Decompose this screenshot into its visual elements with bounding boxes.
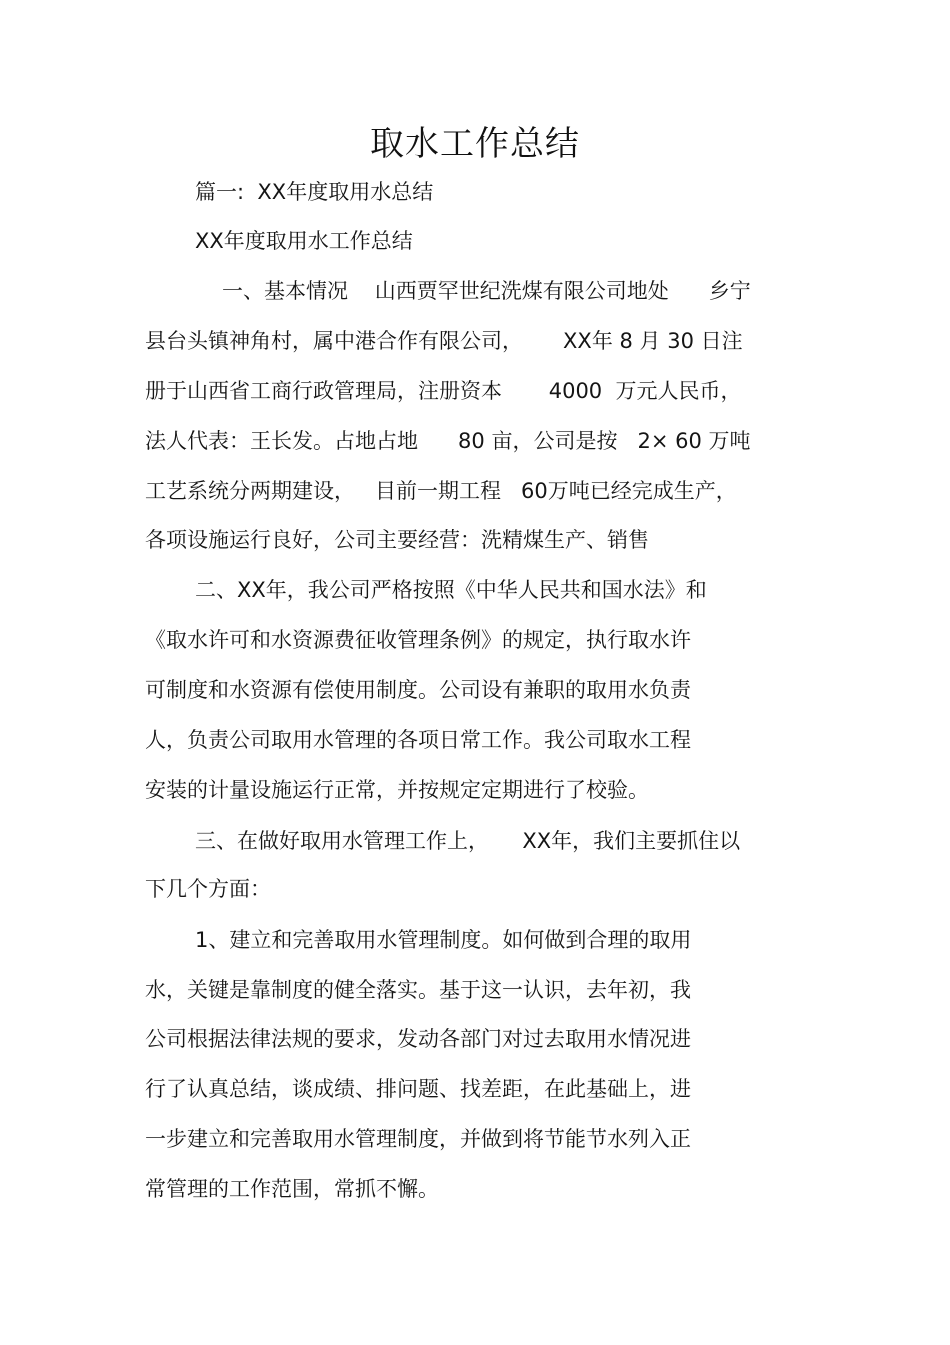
paragraph-line: 下几个方面：	[145, 877, 271, 901]
section-heading-1: 篇一: XX年度取用水总结	[195, 180, 434, 204]
paragraph-line: 常管理的工作范围，常抓不懈。	[145, 1177, 439, 1201]
paragraph-line: 法人代表：王长发。占地占地 80 亩，公司是按 2× 60 万吨	[145, 429, 751, 453]
paragraph-line: 一步建立和完善取用水管理制度，并做到将节能节水列入正	[145, 1127, 691, 1151]
paragraph-line: 一、基本情况 山西贾罕世纪洗煤有限公司地处 乡宁	[222, 279, 751, 303]
paragraph-line: 二、XX年，我公司严格按照《中华人民共和国水法》和	[195, 578, 707, 602]
paragraph-line: 工艺系统分两期建设， 目前一期工程 60万吨已经完成生产，	[145, 479, 737, 503]
paragraph-line: 1、建立和完善取用水管理制度。如何做到合理的取用	[195, 928, 692, 952]
paragraph-line: 人，负责公司取用水管理的各项日常工作。我公司取水工程	[145, 728, 691, 752]
paragraph-line: 县台头镇神角村，属中港合作有限公司， XX年 8 月 30 日注	[145, 329, 743, 353]
document-title: 取水工作总结	[370, 124, 580, 164]
paragraph-line: 水，关键是靠制度的健全落实。基于这一认识，去年初，我	[145, 978, 691, 1002]
paragraph-line: 安装的计量设施运行正常，并按规定定期进行了校验。	[145, 778, 649, 802]
paragraph-line: 三、在做好取用水管理工作上， XX年，我们主要抓住以	[195, 829, 741, 853]
paragraph-line: 可制度和水资源有偿使用制度。公司设有兼职的取用水负责	[145, 678, 691, 702]
paragraph-line: 《取水许可和水资源费征收管理条例》的规定，执行取水许	[145, 628, 691, 652]
paragraph-line: 各项设施运行良好，公司主要经营：洗精煤生产、销售	[145, 528, 649, 552]
paragraph-line: 行了认真总结，谈成绩、排问题、找差距，在此基础上，进	[145, 1077, 691, 1101]
paragraph-line: 册于山西省工商行政管理局，注册资本 4000 万元人民币，	[145, 379, 742, 403]
paragraph-line: 公司根据法律法规的要求，发动各部门对过去取用水情况进	[145, 1027, 691, 1051]
subtitle-line: XX年度取用水工作总结	[195, 229, 413, 253]
